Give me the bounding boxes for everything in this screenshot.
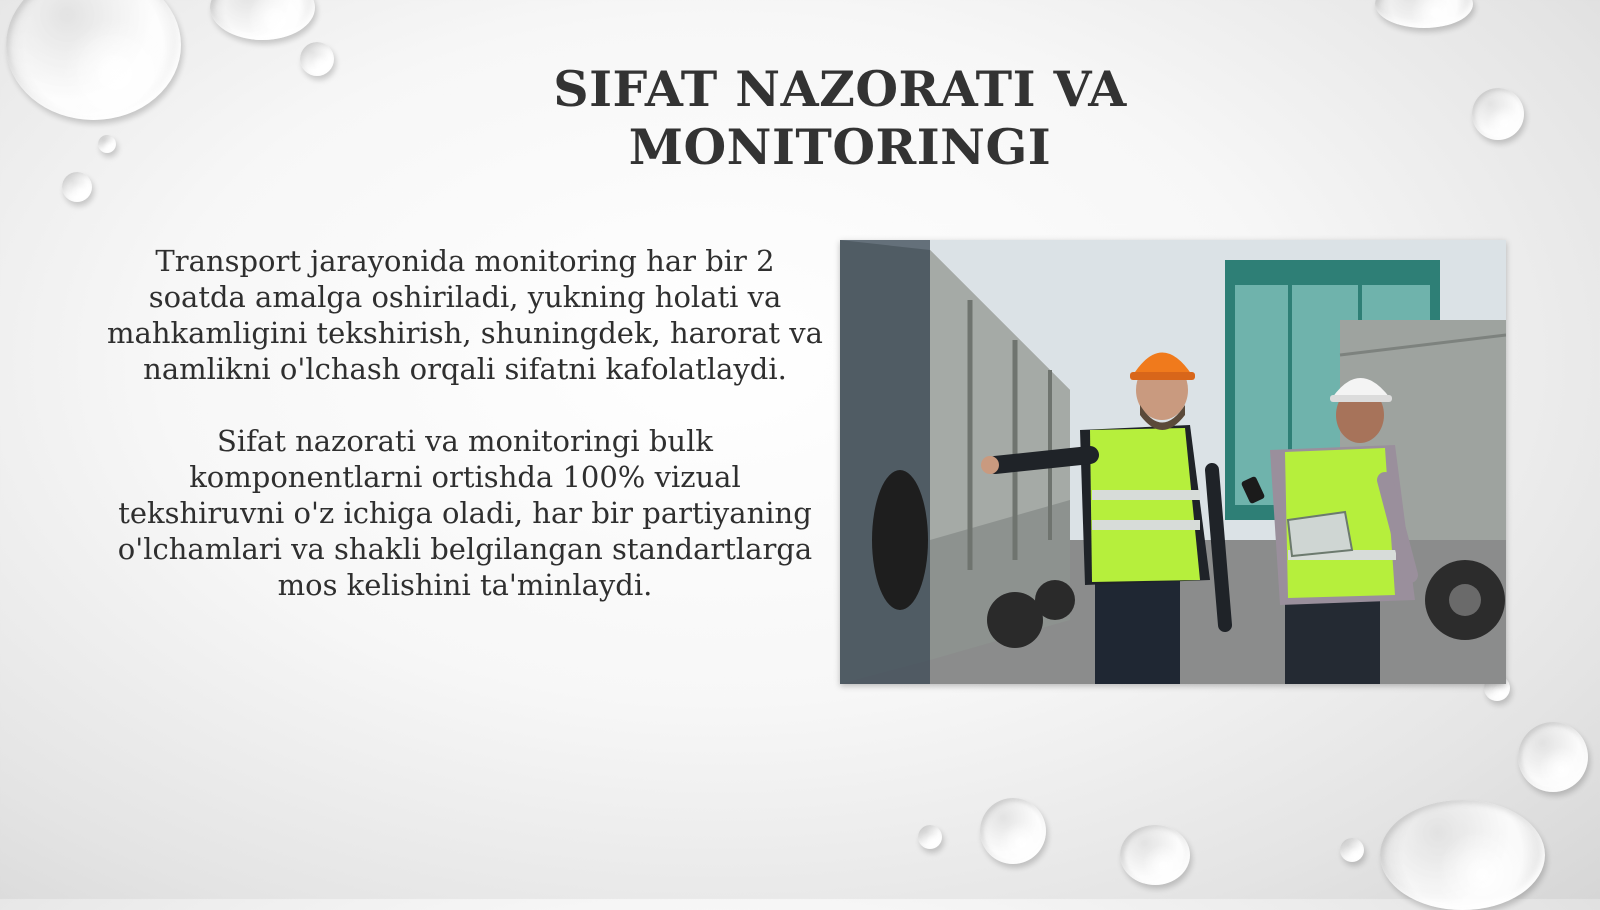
water-drop-decoration	[1380, 800, 1545, 910]
water-drop-decoration	[98, 135, 116, 153]
water-drop-decoration	[980, 798, 1046, 864]
water-drop-decoration	[1518, 722, 1588, 792]
water-drop-decoration	[1375, 0, 1473, 28]
slide-title: SIFAT NAZORATI VA MONITORINGI	[553, 60, 1127, 176]
water-drop-decoration	[6, 0, 181, 120]
water-drop-decoration	[62, 172, 92, 202]
body-paragraph: Sifat nazorati va monitoringi bulk komponentlarni ortishda 100% vizual tekshiruvni o'z ichiga oladi, har bir partiyaning o'lchamlari va shakli belgilangan standartlarga mos kelishini ta'minlaydi.	[117, 424, 813, 602]
inspection-photo	[840, 240, 1506, 684]
slide-body	[105, 243, 825, 639]
water-drop-decoration	[1340, 838, 1364, 862]
water-drop-decoration	[210, 0, 315, 40]
water-drop-decoration	[1120, 825, 1190, 885]
water-drop-decoration	[918, 825, 942, 849]
body-paragraph: Transport jarayonida monitoring har bir 2 soatda amalga oshiriladi, yukning holati va mahkamligini tekshirish, shuningdek, harorat va namlikni o'lchash orqali sifatni kafolatlaydi.	[107, 244, 823, 386]
water-drop-decoration	[300, 42, 334, 76]
water-drop-decoration	[1472, 88, 1524, 140]
